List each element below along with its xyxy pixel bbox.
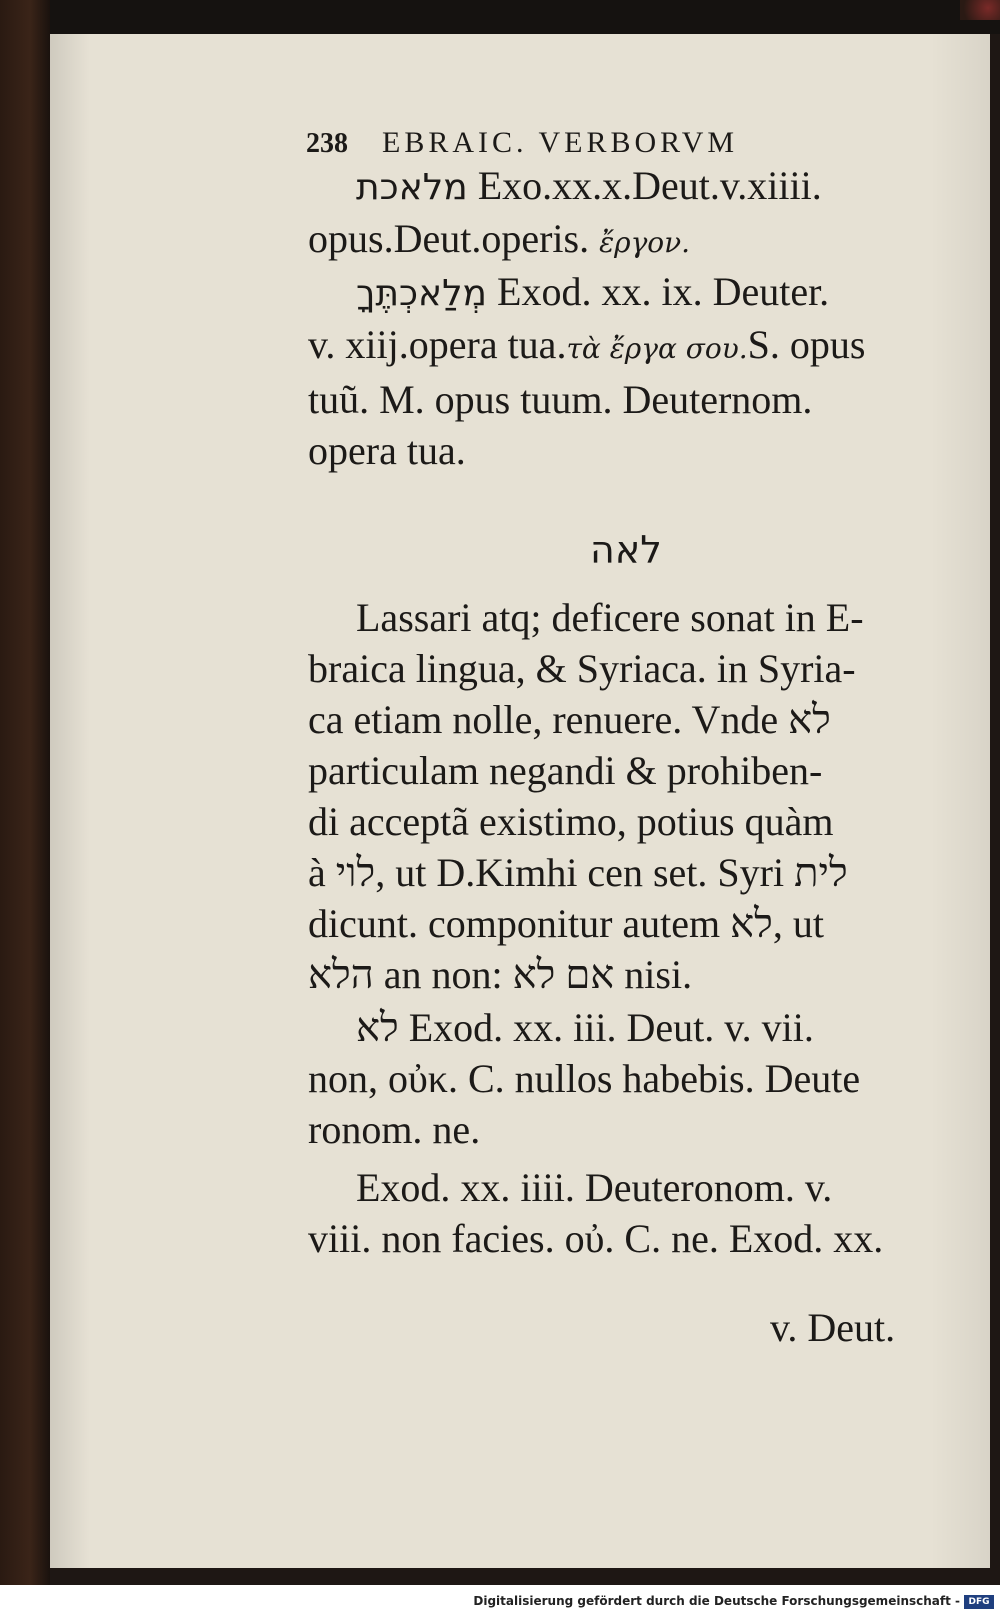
entry-text: v. xiij.opera tua. <box>308 322 567 367</box>
greek-word: τὰ ἔργα σου. <box>566 332 748 365</box>
entry-text: S. opus <box>747 322 866 367</box>
entry-line: Exod. xx. iiii. Deuteronom. v. <box>356 1165 833 1210</box>
scan-top-edge <box>0 0 1000 34</box>
entry-text: opus.Deut.operis. <box>308 216 600 261</box>
entry-line <box>308 213 928 268</box>
entry-text: Exod. xx. ix. Deuter. <box>487 269 830 314</box>
page-number: 238 <box>306 128 348 159</box>
entry-line <box>308 266 928 319</box>
entry-line: viii. non facies. οὐ. C. ne. Exod. xx. <box>308 1216 884 1261</box>
entry-line <box>308 319 928 374</box>
entry-line <box>308 160 928 213</box>
funding-credit: Digitalisierung gefördert durch die Deutsche Forschungsgemeinschaft - <box>473 1594 960 1608</box>
scan-corner-mark <box>960 0 1000 20</box>
entry-line: tuũ. M. opus tuum. Deuternom. <box>308 377 813 422</box>
entry-block-1 <box>308 160 928 268</box>
entry-block-4 <box>308 1002 928 1155</box>
entry-line: ca etiam nolle, renuere. Vnde לא <box>308 697 831 742</box>
catchword: v. Deut. <box>770 1305 896 1350</box>
entry-line: opera tua. <box>308 428 466 473</box>
entry-line: braica lingua, & Syriaca. in Syria- <box>308 646 856 691</box>
entry-block-3 <box>308 592 928 1000</box>
section-heading: לאה <box>590 528 662 572</box>
entry-line: di acceptã existimo, potius quàm <box>308 799 834 844</box>
entry-line: לא Exod. xx. iii. Deut. v. vii. <box>356 1005 814 1050</box>
entry-line: dicunt. componitur autem לא, ut <box>308 901 824 946</box>
entry-block-2 <box>308 266 928 476</box>
entry-line: particulam negandi & prohiben- <box>308 748 823 793</box>
hebrew-word: מְלַאכְתֶּךָ <box>356 273 488 314</box>
entry-text: Exo.xx.x.Deut.v.xiiii. <box>467 163 822 208</box>
entry-line: Lassari atq; deficere sonat in E- <box>356 595 864 640</box>
entry-line: ronom. ne. <box>308 1107 481 1152</box>
greek-word: ἔργον. <box>599 226 691 259</box>
book-binding <box>0 0 50 1615</box>
entry-line: non, οὐκ. C. nullos habebis. Deute <box>308 1056 861 1101</box>
hebrew-word: מלאכת <box>356 167 468 208</box>
entry-line: à לוי, ut D.Kimhi cen set. Syri לית <box>308 850 848 895</box>
running-header <box>306 126 846 160</box>
digitization-footer <box>0 1585 1000 1615</box>
entry-block-5 <box>308 1162 928 1264</box>
running-title: EBRAIC. VERBORVM <box>382 126 739 159</box>
dfg-logo: DFG <box>964 1595 994 1609</box>
entry-line: הלא an non: אם לא nisi. <box>308 952 693 997</box>
